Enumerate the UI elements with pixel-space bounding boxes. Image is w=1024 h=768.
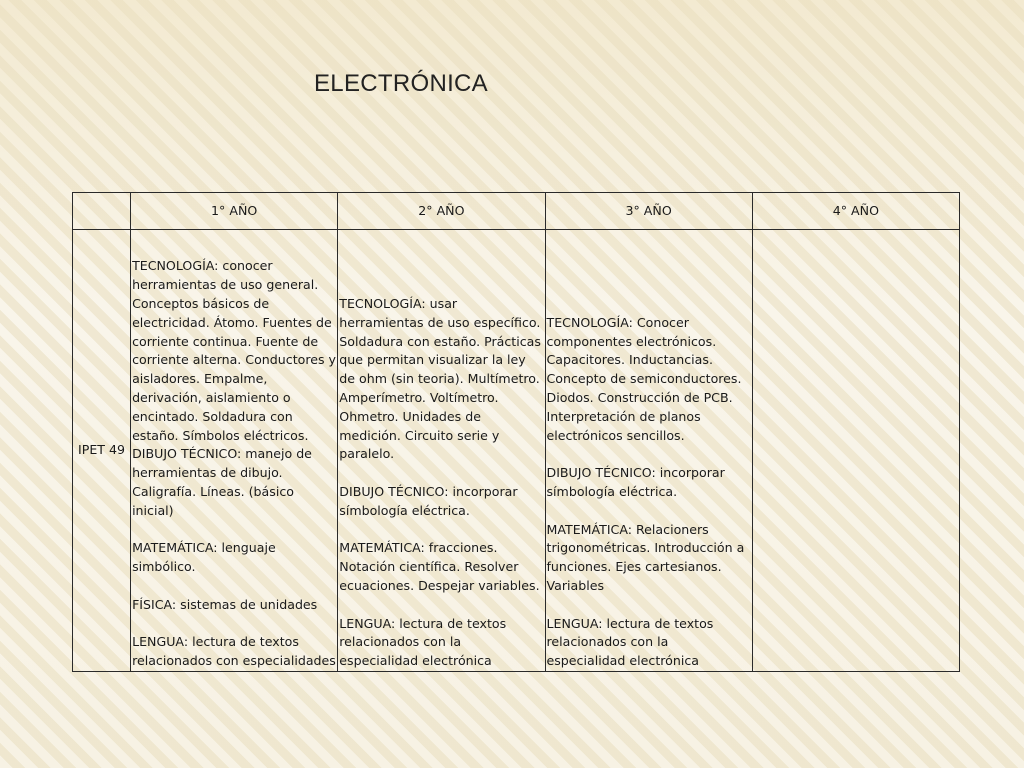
- year-2-matematica: MATEMÁTICA: fracciones. Notación científica. Resolver ecuaciones. Despejar variables.: [339, 540, 540, 594]
- year-4-cell: [752, 230, 959, 672]
- header-corner: [73, 193, 131, 230]
- year-2-tecnologia: TECNOLOGÍA: usar herramientas de uso específico. Soldadura con estaño. Prácticas que permitan visualizar la ley de ohm (sin teoria). Multímetro. Amperímetro. Voltímetro. Ohmetro. Unidades de medición. Circuito serie y paralelo.: [339, 296, 541, 462]
- paragraph-gap: [132, 577, 336, 596]
- year-3-matematica: MATEMÁTICA: Relacioners trigonométricas. Introducción a funciones. Ejes cartesianos. Variables: [546, 521, 745, 594]
- paragraph-gap: [132, 521, 336, 540]
- year-2-dibujo: DIBUJO TÉCNICO: incorporar símbología eléctrica.: [339, 484, 518, 518]
- year-3-tecnologia: TECNOLOGÍA: Conocer componentes electrónicos. Capacitores. Inductancias. Concepto de semiconductores. Diodos. Construcción de PCB. Interpretación de planos electrónicos sencillos.: [546, 314, 742, 443]
- year-1-matematica: MATEMÁTICA: lenguaje simbólico.: [132, 540, 276, 575]
- curriculum-table: [72, 192, 960, 672]
- paragraph-gap: [339, 464, 543, 483]
- paragraph-gap: [547, 445, 751, 464]
- year-1-cell: [131, 230, 338, 672]
- year-1-dibujo: DIBUJO TÉCNICO: manejo de herramientas de dibujo. Caligrafía. Líneas. (básico inicial): [132, 446, 312, 518]
- table-row: [73, 230, 960, 672]
- paragraph-gap: [339, 596, 543, 615]
- header-year-2: 2° AÑO: [338, 193, 545, 230]
- header-year-3: 3° AÑO: [545, 193, 752, 230]
- year-1-fisica: FÍSICA: sistemas de unidades: [132, 596, 318, 612]
- year-1-lengua: LENGUA: lectura de textos relacionados con especialidades: [132, 634, 336, 669]
- year-3-dibujo: DIBUJO TÉCNICO: incorporar símbología eléctrica.: [546, 465, 725, 500]
- header-row: [73, 193, 960, 230]
- header-year-1: 1° AÑO: [131, 193, 338, 230]
- slide-title: ELECTRÓNICA: [314, 70, 488, 97]
- year-2-cell: [338, 230, 545, 672]
- paragraph-gap: [547, 502, 751, 521]
- year-3-lengua: LENGUA: lectura de textos relacionados con la especialidad electrónica: [546, 615, 714, 669]
- header-year-4: 4° AÑO: [752, 193, 959, 230]
- year-3-cell: [545, 230, 752, 672]
- paragraph-gap: [132, 615, 336, 634]
- year-2-lengua: LENGUA: lectura de textos relacionados con la especialidad electrónica: [339, 615, 507, 669]
- paragraph-gap: [339, 521, 543, 540]
- paragraph-gap: [547, 596, 751, 615]
- year-1-tecnologia: TECNOLOGÍA: conocer herramientas de uso general. Conceptos básicos de electricidad. Átomo. Fuentes de corriente continua. Fuente de corriente alterna. Conductores y aisladores. Empalme, derivación, aislamiento o encintado. Soldadura con estaño. Símbolos eléctricos.: [132, 258, 336, 443]
- school-cell: IPET 49: [73, 230, 131, 672]
